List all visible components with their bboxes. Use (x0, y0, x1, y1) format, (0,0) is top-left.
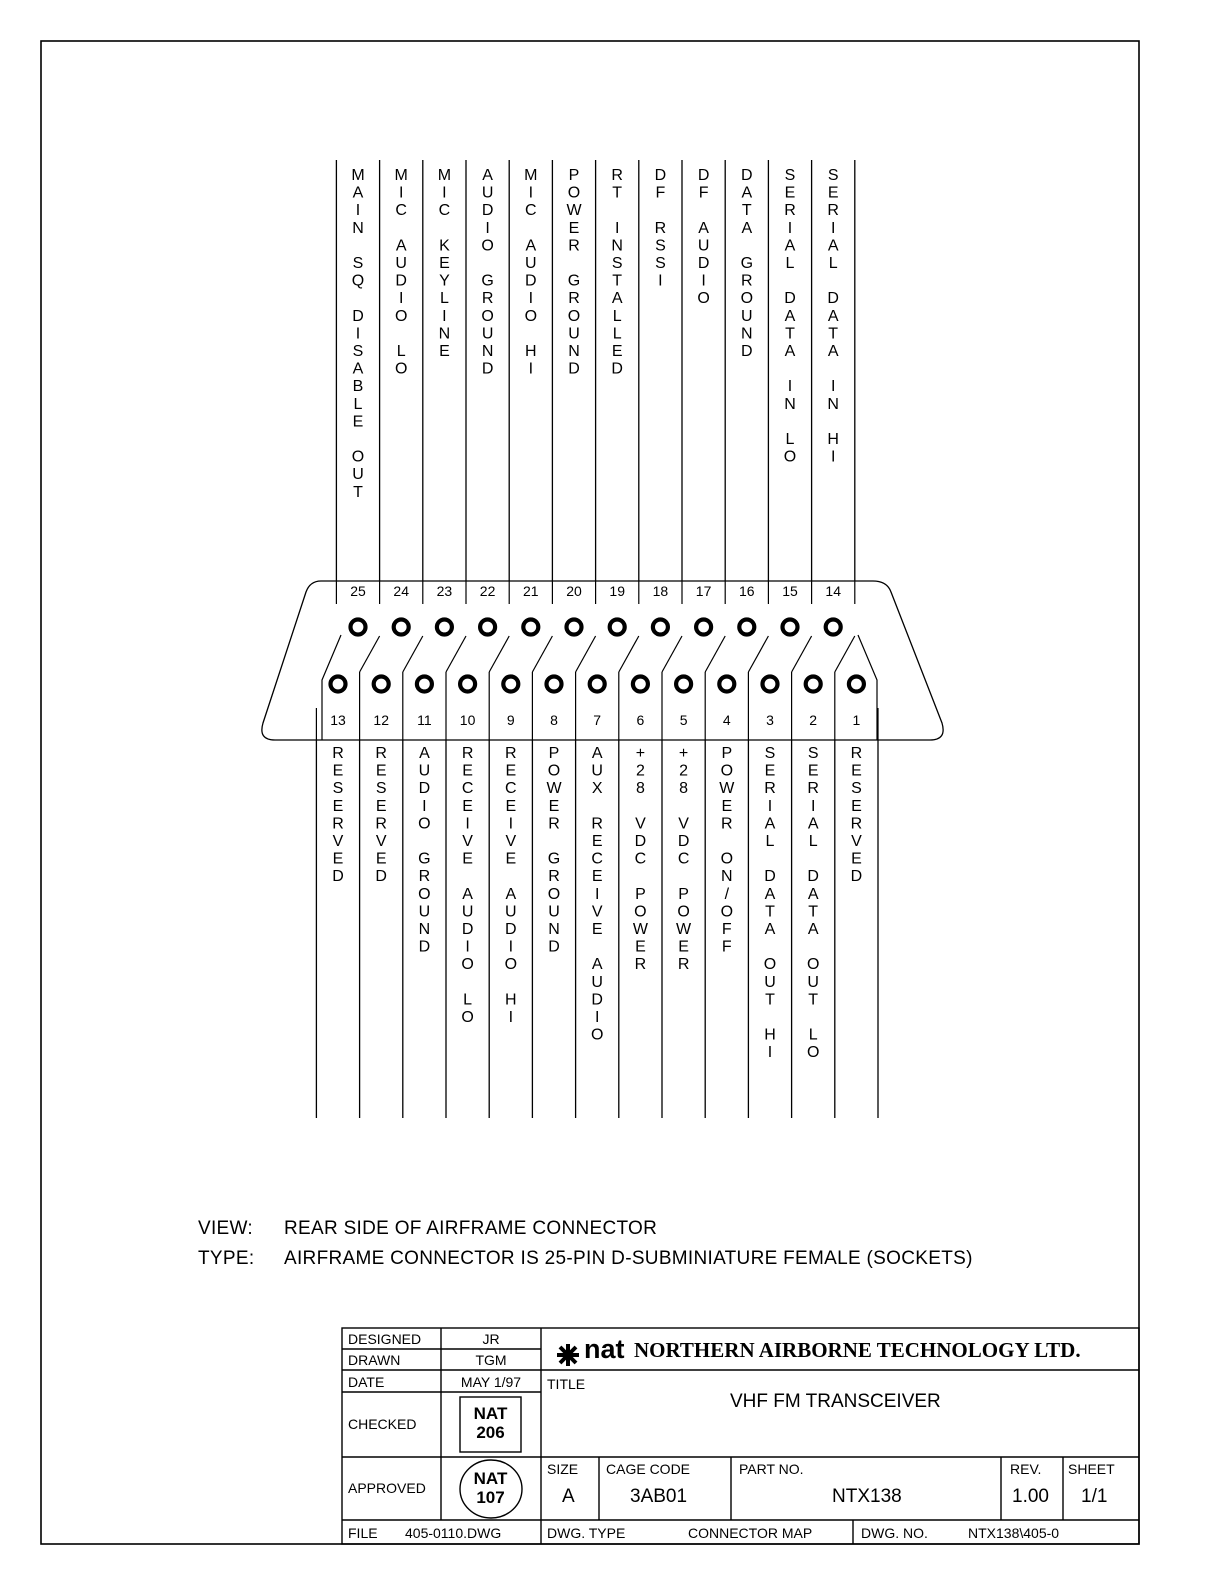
pin-label: A U D I O G R O U N D (418, 745, 431, 956)
sheet-value: 1/1 (1081, 1486, 1108, 1507)
pin-number: 9 (506, 712, 515, 728)
dwg-type-label: DWG. TYPE (547, 1525, 626, 1541)
pin-number: 2 (809, 712, 818, 728)
pin-label: R E S E R V E D (375, 745, 387, 886)
pin-number: 11 (417, 712, 432, 728)
checked-stamp-line1: NAT (473, 1404, 508, 1423)
pin-number: 18 (652, 583, 669, 599)
pin-number: 1 (852, 712, 861, 728)
type-text: AIRFRAME CONNECTOR IS 25-PIN D-SUBMINIATURE FEMALE (SOCKETS) (284, 1248, 973, 1269)
nat-logo-text: nat (584, 1334, 625, 1364)
pin-label: R T I N S T A L L E D (611, 167, 623, 378)
pin-label: A U D I O G R O U N D (481, 167, 494, 378)
pin-label: R E C E I V E A U D I O H I (504, 745, 518, 1026)
title-label: TITLE (547, 1376, 586, 1392)
pin-label: D F R S S I (654, 167, 667, 290)
title-value: VHF FM TRANSCEIVER (730, 1391, 941, 1412)
type-label: TYPE: (198, 1248, 255, 1269)
pin-number: 7 (593, 712, 602, 728)
checked-stamp (460, 1404, 521, 1442)
rev-label: REV. (1010, 1461, 1042, 1477)
pin-label: M I C K E Y L I N E (437, 167, 452, 360)
pin-label: S E R I A L D A T A O U T L O (806, 745, 820, 1062)
pin-number: 12 (373, 712, 389, 728)
checked-stamp-line2: 206 (476, 1423, 505, 1442)
approved-stamp-line2: 107 (476, 1488, 505, 1507)
pin-number: 4 (722, 712, 731, 728)
pin-label: D A T A G R O U N D (740, 167, 754, 360)
company-name: NORTHERN AIRBORNE TECHNOLOGY LTD. (634, 1338, 1081, 1362)
pin-label: M I C A U D I O H I (524, 167, 538, 378)
view-text: REAR SIDE OF AIRFRAME CONNECTOR (284, 1218, 658, 1239)
pin-number: 23 (436, 583, 453, 599)
approved-stamp-line1: NAT (473, 1469, 508, 1488)
rev-value: 1.00 (1012, 1486, 1049, 1507)
dwg-no-value: NTX138\405-0 (968, 1525, 1060, 1541)
cage-code-label: CAGE CODE (606, 1461, 691, 1477)
pin-number: 8 (550, 712, 558, 728)
pin-number: 21 (523, 583, 539, 599)
designed-label: DESIGNED (348, 1331, 422, 1347)
pin-number: 6 (636, 712, 645, 728)
date-value: MAY 1/97 (460, 1374, 522, 1390)
pin-number: 20 (566, 583, 582, 599)
pin-label: D F A U D I O (697, 167, 710, 308)
drawn-value: TGM (475, 1352, 507, 1368)
pin-label: R E C E I V E A U D I O L O (461, 745, 474, 1026)
pin-number: 17 (695, 583, 712, 599)
pin-number: 3 (766, 712, 774, 728)
file-label: FILE (348, 1525, 378, 1541)
pin-label: M I C A U D I O L O (394, 167, 408, 378)
pin-number: 13 (330, 712, 346, 728)
pin-number: 24 (393, 583, 409, 599)
sheet-label: SHEET (1068, 1461, 1115, 1477)
pin-label: P O W E R O N / O F F (719, 745, 735, 956)
approved-stamp (460, 1469, 521, 1507)
file-value: 405-0110.DWG (405, 1525, 502, 1541)
pin-number: 19 (609, 583, 625, 599)
size-value: A (562, 1486, 575, 1507)
pin-label: P O W E R G R O U N D (546, 745, 562, 956)
pin-number: 10 (459, 712, 476, 728)
pin-label: + 2 8 V D C P O W E R (632, 745, 648, 974)
pin-label: S E R I A L D A T A O U T H I (763, 745, 777, 1062)
pin-label: P O W E R G R O U N D (566, 167, 582, 378)
pin-label: R E S E R V E D (850, 745, 863, 886)
size-label: SIZE (547, 1461, 579, 1477)
designed-value: JR (482, 1331, 500, 1347)
view-label: VIEW: (198, 1218, 253, 1239)
pin-number: 15 (782, 583, 798, 599)
cage-code-value: 3AB01 (630, 1486, 688, 1507)
drawn-label: DRAWN (348, 1352, 401, 1368)
dwg-no-label: DWG. NO. (861, 1525, 928, 1541)
pin-label: A U X R E C E I V E A U D I O (590, 745, 604, 1044)
pin-label: R E S E R V E D (332, 745, 344, 886)
pin-number: 25 (350, 583, 366, 599)
pin-label: S E R I A L D A T A I N H I (827, 167, 839, 466)
pin-label: S E R I A L D A T A I N L O (783, 167, 797, 466)
pin-number: 16 (739, 583, 755, 599)
checked-label: CHECKED (348, 1416, 417, 1432)
pin-number: 5 (679, 712, 688, 728)
pin-label: + 2 8 V D C P O W E R (676, 745, 692, 974)
pin-number: 14 (825, 583, 841, 599)
date-label: DATE (348, 1374, 385, 1390)
pin-number: 22 (479, 583, 496, 599)
nat-logo-icon (557, 1344, 579, 1366)
part-no-value: NTX138 (832, 1486, 902, 1507)
dwg-type-value: CONNECTOR MAP (688, 1525, 813, 1541)
part-no-label: PART NO. (739, 1461, 804, 1477)
pin-label: M A I N S Q D I S A B L E O U T (351, 167, 365, 501)
approved-label: APPROVED (348, 1480, 426, 1496)
